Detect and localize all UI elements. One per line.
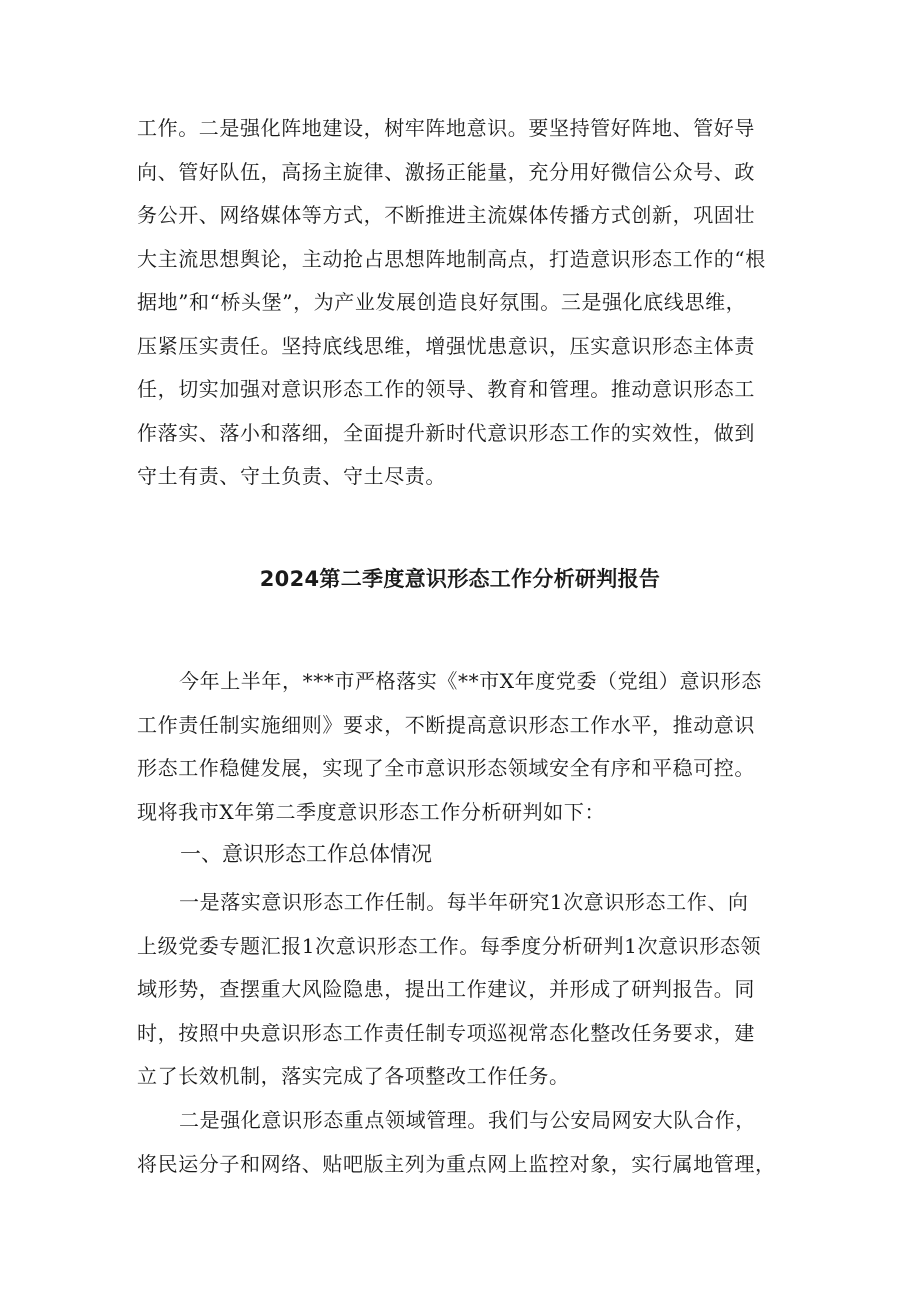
paragraph-line: 将民运分子和网络、贴吧版主列为重点网上监控对象，实行属地管理， xyxy=(137,1151,776,1176)
paragraph-one xyxy=(137,881,797,1099)
paragraph-line: 二是强化意识形态重点领域管理。我们与公安局网安大队合作， xyxy=(179,1108,756,1132)
paragraph-line: 大主流思想舆论，主动抢占思想阵地制高点，打造意识形态工作的“根 xyxy=(137,246,766,271)
paragraph-line: 向、管好队伍，高扬主旋律、激扬正能量，充分用好微信公众号、政 xyxy=(137,159,755,184)
paragraph-line: 上级党委专题汇报1次意识形态工作。每季度分析研判1次意识形态领 xyxy=(137,933,762,958)
intro-paragraph xyxy=(137,660,797,834)
paragraph-line: 工作责任制实施细则》要求，不断提高意识形态工作水平，推动意识 xyxy=(137,712,755,737)
paragraph-two xyxy=(137,1099,797,1186)
paragraph-line: 形态工作稳健发展，实现了全市意识形态领域安全有序和平稳可控。 xyxy=(137,756,755,780)
paragraph-line: 域形势，查摆重大风险隐患，提出工作建议，并形成了研判报告。同 xyxy=(137,977,755,1001)
paragraph-line: 压紧压实责任。坚持底线思维，增强忧患意识，压实意识形态主体责 xyxy=(137,333,755,358)
paragraph-line: 一是落实意识形态工作任制。每半年研究1次意识形态工作、向 xyxy=(179,890,749,914)
paragraph-line: 据地”和“桥头堡”，为产业发展创造良好氛围。三是强化底线思维， xyxy=(137,290,747,314)
report-title: 2024第二季度意识形态工作分析研判报告 xyxy=(259,567,661,591)
paragraph-line: 守土有责、守土负责、守土尽责。 xyxy=(137,464,446,488)
paragraph-line: 今年上半年，***市严格落实《**市X年度党委（党组）意识形态 xyxy=(179,669,762,693)
paragraph-line: 立了长效机制，落实完成了各项整改工作任务。 xyxy=(137,1064,570,1088)
section-heading: 一、意识形态工作总体情况 xyxy=(180,842,432,866)
paragraph-line: 现将我市X年第二季度意识形态工作分析研判如下： xyxy=(137,799,606,824)
paragraph-line: 任，切实加强对意识形态工作的领导、教育和管理。推动意识形态工 xyxy=(137,377,755,401)
paragraph-line: 工作。二是强化阵地建设，树牢阵地意识。要坚持管好阵地、管好导 xyxy=(137,116,755,140)
paragraph-line: 务公开、网络媒体等方式，不断推进主流媒体传播方式创新，巩固壮 xyxy=(137,203,755,227)
paragraph-line: 时，按照中央意识形态工作责任制专项巡视常态化整改任务要求，建 xyxy=(137,1020,755,1045)
top-paragraph xyxy=(137,107,797,499)
paragraph-line: 作落实、落小和落细，全面提升新时代意识形态工作的实效性，做到 xyxy=(137,420,755,445)
